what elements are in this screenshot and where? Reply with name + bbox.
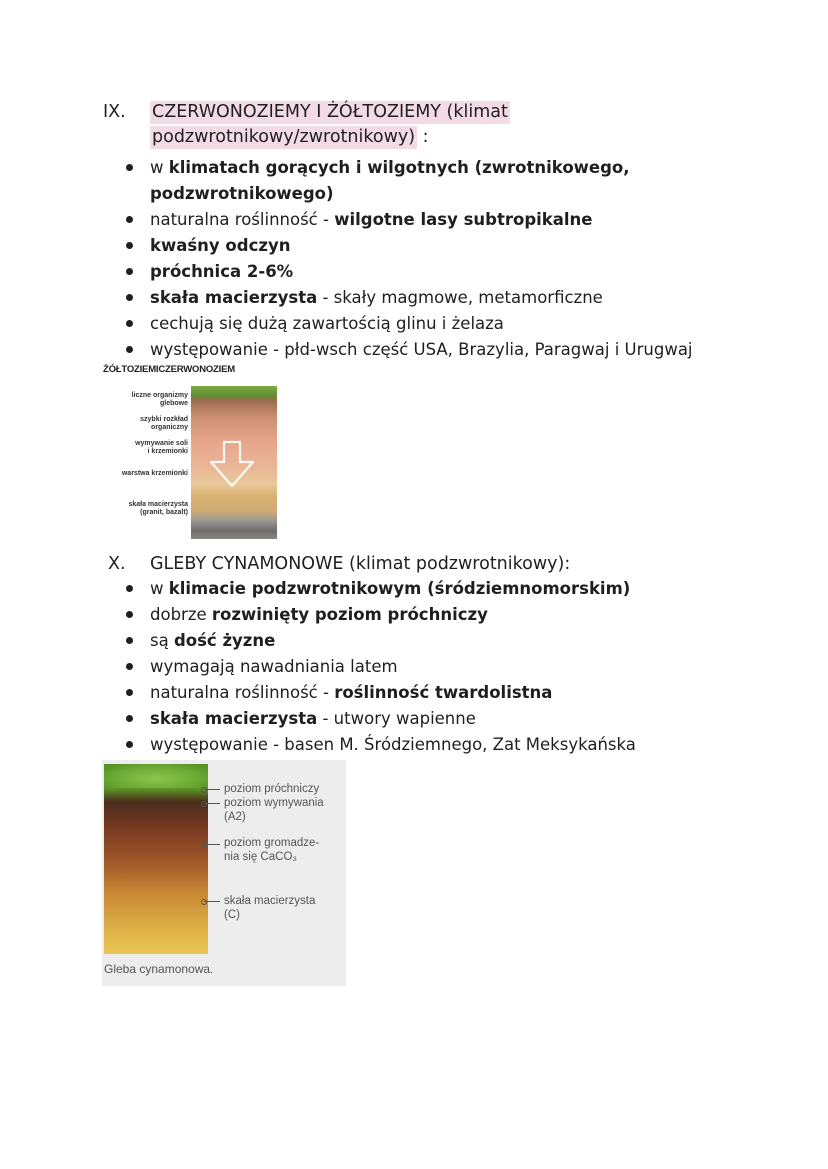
list-item bbox=[150, 155, 693, 181]
list-item-text: - skały magmowe, metamorficzne bbox=[317, 288, 603, 307]
bullet-icon bbox=[126, 611, 133, 618]
list-item bbox=[150, 732, 636, 758]
list-item-text: kwaśny odczyn bbox=[150, 236, 291, 255]
bullet-icon bbox=[126, 637, 133, 644]
list-item bbox=[150, 337, 693, 363]
list-item-text: rozwinięty poziom próchniczy bbox=[211, 605, 488, 624]
list-item-text: w bbox=[150, 158, 169, 177]
figure-label: poziom wymywania (A2) bbox=[224, 797, 324, 823]
figure-label: poziom gromadze- nia się CaCO₃ bbox=[224, 837, 320, 863]
list-item bbox=[150, 259, 693, 285]
figure-label: liczne organizmy glebowe bbox=[131, 392, 188, 407]
soil-profile-image bbox=[104, 774, 208, 954]
bullet-list bbox=[150, 576, 636, 758]
figure-title: ŻÓŁTOZIEMICZERWONOZIEM bbox=[103, 364, 235, 375]
list-item bbox=[150, 628, 636, 654]
list-item bbox=[150, 602, 636, 628]
figure-label: warstwa krzemionki bbox=[121, 470, 188, 477]
bullet-icon bbox=[126, 715, 133, 722]
list-item bbox=[150, 680, 636, 706]
list-item-text: wymagają nawadniania latem bbox=[150, 657, 398, 676]
bullet-icon bbox=[126, 741, 133, 748]
list-item-text: klimatach gorących i wilgotnych (zwrotnikowego, bbox=[168, 158, 630, 177]
list-item-text: skała macierzysta bbox=[150, 288, 318, 307]
bullet-icon bbox=[126, 268, 133, 275]
list-item-text: występowanie - płd-wsch część USA, Brazylia, Paragwaj i Urugwaj bbox=[150, 340, 693, 359]
label-pointer-line bbox=[204, 901, 220, 902]
list-item bbox=[150, 654, 636, 680]
list-item bbox=[150, 311, 693, 337]
label-pointer-line bbox=[204, 844, 220, 845]
bullet-icon bbox=[126, 294, 133, 301]
list-item-text: występowanie - basen M. Śródziemnego, Zat Meksykańska bbox=[150, 735, 636, 754]
label-pointer-line bbox=[204, 789, 220, 790]
figure-label: wymywanie soli i krzemionki bbox=[135, 440, 188, 455]
list-item bbox=[150, 207, 693, 233]
bullet-icon bbox=[126, 346, 133, 353]
list-item-text: - utwory wapienne bbox=[317, 709, 476, 728]
section-title bbox=[150, 552, 570, 577]
section-title-line1: GLEBY CYNAMONOWE (klimat podzwrotnikowy): bbox=[150, 554, 571, 574]
list-item-continuation bbox=[150, 181, 693, 207]
bullet-icon bbox=[126, 320, 133, 327]
list-item bbox=[150, 576, 636, 602]
down-arrow-icon bbox=[207, 440, 257, 490]
figure-label: poziom próchniczy bbox=[224, 783, 320, 795]
section-title-suffix: : bbox=[417, 127, 429, 147]
list-item bbox=[150, 285, 693, 311]
soil-profile-figure bbox=[103, 364, 278, 542]
section-number: X. bbox=[108, 554, 126, 574]
section-title-line1: CZERWONOZIEMY I ŻÓŁTOZIEMY (klimat bbox=[152, 102, 508, 122]
bullet-icon bbox=[126, 216, 133, 223]
list-item-text: naturalna roślinność - bbox=[150, 210, 335, 229]
list-item-text: wilgotne lasy subtropikalne bbox=[334, 210, 593, 229]
figure-label: skała macierzysta (C) bbox=[224, 895, 316, 921]
list-item-text: klimacie podzwrotnikowym (śródziemnomorskim) bbox=[168, 579, 631, 598]
list-item-text: cechują się dużą zawartością glinu i żelaza bbox=[150, 314, 504, 333]
list-item bbox=[150, 706, 636, 732]
section-title bbox=[150, 100, 510, 150]
figure-label: szybki rozkład organiczny bbox=[140, 416, 188, 431]
section-title-line2: podzwrotnikowy/zwrotnikowy) bbox=[152, 127, 416, 147]
bullet-icon bbox=[126, 585, 133, 592]
bullet-icon bbox=[126, 689, 133, 696]
list-item-text: w bbox=[150, 579, 169, 598]
figure-label: skała macierzysta (granit, bazalt) bbox=[128, 501, 188, 516]
soil-profile-figure bbox=[102, 760, 346, 986]
list-item-text: podzwrotnikowego) bbox=[150, 184, 334, 203]
section-number: IX. bbox=[103, 102, 126, 122]
list-item-text: są bbox=[150, 631, 174, 650]
list-item-text: skała macierzysta bbox=[150, 709, 318, 728]
bullet-icon bbox=[126, 164, 133, 171]
list-item-text: próchnica 2-6% bbox=[150, 262, 294, 281]
list-item-text: dobrze bbox=[150, 605, 212, 624]
label-pointer-line bbox=[204, 803, 220, 804]
bullet-list bbox=[150, 155, 693, 363]
list-item-text: roślinność twardolistna bbox=[334, 683, 553, 702]
list-item-text: naturalna roślinność - bbox=[150, 683, 335, 702]
list-item bbox=[150, 233, 693, 259]
figure-caption: Gleba cynamonowa. bbox=[104, 962, 214, 976]
bullet-icon bbox=[126, 663, 133, 670]
list-item-text: dość żyzne bbox=[173, 631, 276, 650]
bullet-icon bbox=[126, 242, 133, 249]
grass-layer bbox=[104, 764, 208, 788]
